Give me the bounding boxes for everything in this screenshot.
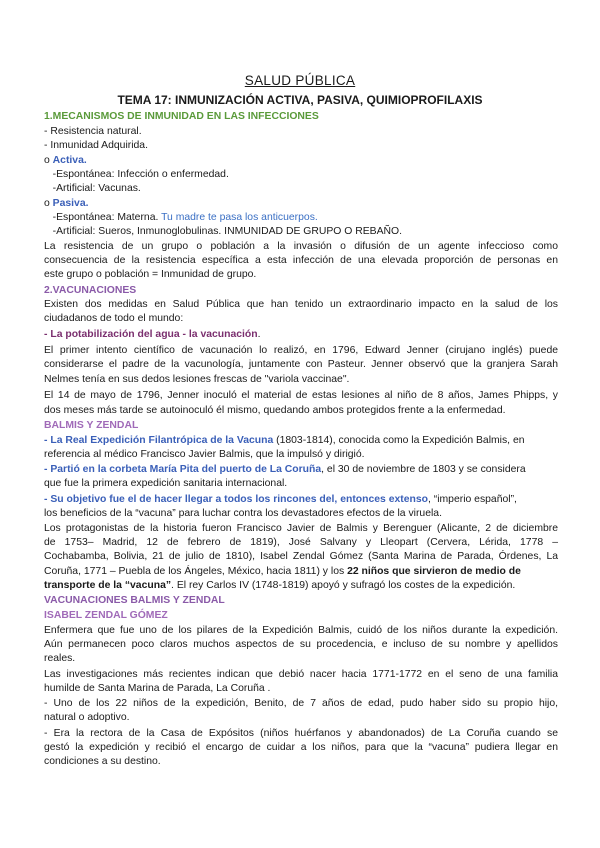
list-item [44,211,558,224]
list-item-activa [44,154,558,167]
paragraph-line: - Uno de los 22 niños de la expedición, Benito, de 7 años de edad, pudo haber sido su propio hijo, [44,698,558,709]
paragraph-line: El primer intento científico de vacunación lo realizó, en 1796, Edward Jenner (cirujano inglés) puede [44,345,558,356]
text: , “imperio español”, [427,494,517,505]
activa-label: Activa. [52,155,87,166]
paragraph-line: consecuencia de la resistencia específica a esta infección de una elevada proporción de personas en [44,255,558,266]
section-heading-vacunaciones: 2.VACUNACIONES [44,285,137,296]
paragraph-line [44,579,558,592]
highlight-text: Tu madre te pasa los anticuerpos. [161,212,318,223]
list-item: - Inmunidad Adquirida. [44,140,148,151]
paragraph-line: Aún permanecen poco claros muchos aspectos de su procedencia, e incluso de su nombre y apellidos [44,639,558,650]
paragraph-line: dos meses más tarde se autoinoculó él mismo, quedando ambos protegidos frente a la enfermedad. [44,405,506,416]
paragraph-line: ciudadanos de todo el mundo: [44,313,184,324]
bullet-line [44,463,558,476]
paragraph-line: La resistencia de un grupo o población a la invasión o difusión de un agente infeccioso como [44,241,558,252]
pasiva-label: Pasiva. [52,198,89,209]
paragraph-line: humilde de Santa Marina de Parada, La Coruña . [44,683,271,694]
section-heading-vacunaciones-balmis: VACUNACIONES BALMIS Y ZENDAL [44,595,225,606]
bold-text: 22 niños que sirvieron de medio de [347,566,521,577]
list-item: -Artificial: Sueros, Inmunoglobulinas. INMUNIDAD DE GRUPO O REBAÑO. [44,226,403,237]
paragraph-line: Cochabamba, Bolivia, 21 de julio de 1810), Isabel Zendal Gómez (Santa Marina de Parada, Órdenes, La [44,551,558,562]
bullet-line [44,493,558,506]
highlight-text: - Su objetivo fue el de hacer llegar a todos los rincones del, entonces extenso [44,494,428,505]
highlight-text: - Partió en la corbeta María Pita del puerto de La Coruña [44,464,322,475]
paragraph-line [44,565,558,578]
paragraph-line: que fue la primera expedición sanitaria internacional. [44,478,288,489]
paragraph-line: El 14 de mayo de 1796, Jenner inoculó el material de estas lesiones al niño de 8 años, James Phipps, y [44,390,558,401]
subheading-isabel-zendal: ISABEL ZENDAL GÓMEZ [44,610,168,621]
list-item-pasiva [44,197,558,210]
text: . [257,329,261,340]
text: . El rey Carlos IV (1748-1819) apoyó y sufragó los costes de la expedición. [171,580,516,591]
paragraph-line: este grupo o población = Inmunidad de grupo. [44,269,257,280]
bullet-line [44,434,558,447]
paragraph-line: reales. [44,653,76,664]
page-title: SALUD PÚBLICA [244,73,356,88]
list-item: -Artificial: Vacunas. [44,183,141,194]
paragraph-line: natural o adoptivo. [44,712,130,723]
paragraph-line: considerarse el padre de la vacunología, juntamente con Pasteur. Jenner observó que la granjera Sarah [44,359,558,370]
paragraph-line: condiciones a su destino. [44,756,161,767]
paragraph-line: gestó la expedición y recibió el encargo de cuidar a los niños, para que la “vacuna” pudiera llegar en [44,742,558,753]
section-heading-mecanismos: 1.MECANISMOS DE INMUNIDAD EN LAS INFECCIONES [44,111,319,122]
highlight-text: - La Real Expedición Filantrópica de la Vacuna [44,435,274,446]
list-item: -Espontánea: Infección o enfermedad. [44,169,229,180]
paragraph-line: los beneficios de la “vacuna” para luchar contra los devastadores efectos de la viruela. [44,508,442,519]
page-subtitle: TEMA 17: INMUNIZACIÓN ACTIVA, PASIVA, QUIMIOPROFILAXIS [117,93,483,107]
text: Coruña, 1771 – Puebla de los Ángeles, México, hacia 1811) y los [44,566,348,577]
paragraph-line: de 1753– Madrid, 12 de febrero de 1819), José Salvany y Lleopart (Cervera, Lérida, 1778 – [44,537,558,548]
text: -Espontánea: Materna. [44,212,162,223]
paragraph-line: Los protagonistas de la historia fueron Francisco Javier de Balmis y Berenguer (Alicante, 2 de diciembre [44,523,558,534]
paragraph-line: - Era la rectora de la Casa de Expósitos (niños huérfanos y abandonados) de La Coruña cuando se [44,728,558,739]
paragraph-line: Las investigaciones más recientes indican que debió nacer hacia 1771-1772 en el seno de una familia [44,669,558,680]
text: , el 30 de noviembre de 1803 y se considera [321,464,526,475]
bold-text: transporte de la “vacuna” [44,580,172,591]
bullet: o [44,198,53,209]
paragraph-line: Enfermera que fue uno de los pilares de la Expedición Balmis, cuidó de los niños durante la expedición. [44,625,558,636]
section-heading-balmis: BALMIS Y ZENDAL [44,420,139,431]
list-item: - Resistencia natural. [44,126,142,137]
paragraph-line: Existen dos medidas en Salud Pública que han tenido un extraordinario impacto en la salud de los [44,299,558,310]
text: (1803-1814), conocida como la Expedición Balmis, en [273,435,525,446]
paragraph-line: Nelmes tenía en sus dedos lesiones frescas de "variola vaccinae". [44,374,350,385]
highlight-item [44,328,558,341]
highlight-text: - La potabilización del agua - la vacunación [44,329,258,340]
bullet: o [44,155,53,166]
paragraph-line: referencia al médico Francisco Javier Balmis, que la impulsó y dirigió. [44,449,365,460]
